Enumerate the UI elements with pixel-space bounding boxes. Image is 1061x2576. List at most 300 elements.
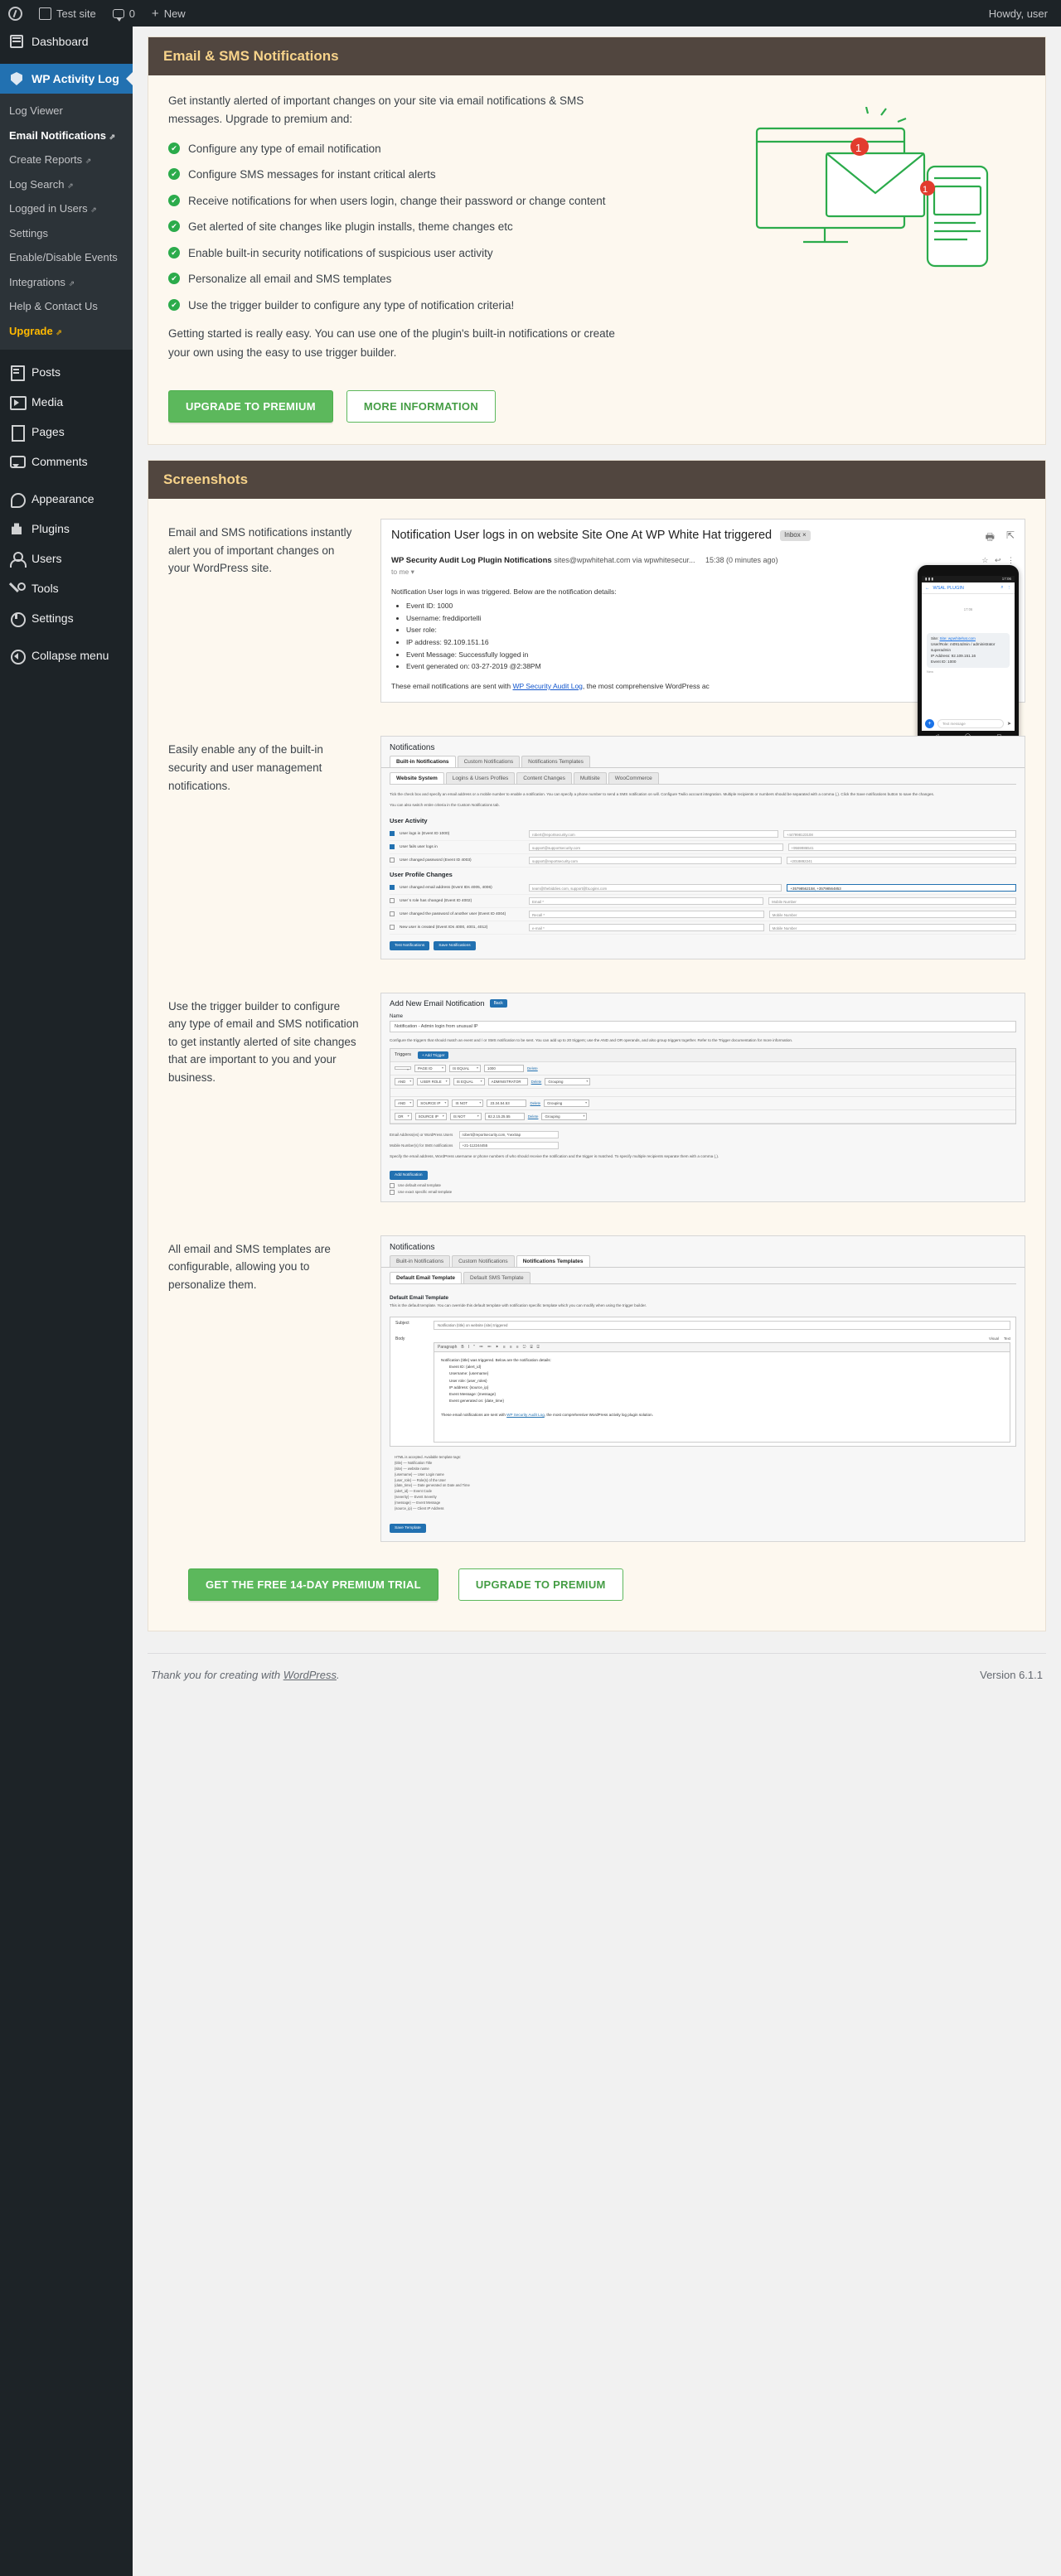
row-email-input[interactable]: team@thebiddies.com, support@bLogins.com <box>529 884 782 892</box>
inbox-chip-label: Inbox <box>784 530 801 539</box>
free-trial-button[interactable]: GET THE FREE 14-DAY PREMIUM TRIAL <box>188 1568 438 1601</box>
save-template-button[interactable]: Save Template <box>390 1524 426 1533</box>
sidebar-item-label: Users <box>31 552 62 566</box>
submenu-label: Logged in Users <box>9 202 88 215</box>
notification-row <box>390 908 1016 921</box>
open-in-new-icon[interactable]: ⇱ <box>1005 529 1015 541</box>
more-information-button[interactable]: MORE INFORMATION <box>346 390 496 423</box>
add-notification-button[interactable]: Add Notification <box>390 1171 428 1180</box>
site-name-menu[interactable] <box>31 0 104 27</box>
email-sender-address: sites@wpwhitehat.com <box>554 555 631 564</box>
panel-title: Email & SMS Notifications <box>148 37 1045 75</box>
screenshot-caption: Easily enable any of the built-in security and user management notifications. <box>168 743 323 792</box>
align-right-icon[interactable]: ≡ <box>516 1344 519 1350</box>
submenu-label: Create Reports <box>9 153 83 167</box>
sidebar-item-label: Dashboard <box>31 34 89 48</box>
phone-message-line: superadmin <box>931 647 952 652</box>
subtab-default-email-template[interactable]: Default Email Template <box>390 1272 462 1283</box>
footer-thanks-suffix: . <box>337 1669 340 1682</box>
trigger-delete-link[interactable]: Delete <box>530 1079 542 1084</box>
check-icon: ✔ <box>168 273 180 284</box>
trigger-title: Add New Email Notification <box>390 998 485 1008</box>
trigger-value-input[interactable]: 82.2.15.25.55 <box>485 1113 525 1120</box>
subject-input[interactable]: Notification {title} on website {site} triggered <box>434 1321 1010 1330</box>
sidebar-item-label: WP Activity Log <box>31 71 119 85</box>
screenshot-row-3 <box>168 981 1025 1224</box>
bold-icon[interactable]: B <box>461 1344 464 1350</box>
phone-site: Site: wpwhitehat.com <box>939 636 976 640</box>
subtab-logins-users-profiles[interactable]: Logins & Users Profiles <box>446 772 516 784</box>
trigger-field-select[interactable]: USER ROLE ▾ <box>417 1078 449 1085</box>
comments-count: 0 <box>128 7 135 20</box>
sidebar-item-label: Comments <box>31 455 88 469</box>
footer-version: Version 6.1.1 <box>980 1669 1043 1682</box>
phone-carrier: ▮ ▮ ▮ <box>925 577 933 581</box>
template-description: This is the default template. You can override this default template with notification specific template which you can modify when using the trigger builder. <box>390 1302 647 1307</box>
submenu-item-email-notifications[interactable] <box>0 123 133 148</box>
phone-text-input[interactable]: Text message <box>937 719 1004 728</box>
submenu-label: Log Viewer <box>9 104 63 117</box>
body-textarea[interactable] <box>434 1351 1010 1443</box>
shield-icon <box>9 71 24 86</box>
trigger-button-bar <box>381 1164 1025 1182</box>
row-label: User`s role has changed (Event ID 4002) <box>400 898 472 903</box>
email-to-text: to me <box>391 567 409 576</box>
upgrade-to-premium-button-bottom[interactable]: UPGRADE TO PREMIUM <box>458 1568 623 1601</box>
phone-clock: 17:06 <box>1001 577 1011 581</box>
align-left-icon[interactable]: ≡ <box>502 1344 506 1350</box>
template-tags-list <box>381 1452 1025 1517</box>
screenshots-panel <box>148 460 1046 1631</box>
admin-bar <box>0 0 1061 27</box>
trigger-row <box>390 1110 1015 1124</box>
tab-notifications-templates[interactable]: Notifications Templates <box>521 756 590 767</box>
body-line: Event ID: {alert_id} <box>449 1365 482 1370</box>
italic-icon[interactable]: I <box>468 1344 470 1350</box>
account-menu[interactable] <box>981 0 1061 27</box>
feature-item <box>168 245 666 262</box>
feature-label: Get alerted of site changes like plugin installs, theme changes etc <box>188 220 513 234</box>
visual-tab[interactable]: Visual <box>989 1336 999 1341</box>
bottom-cta-row <box>168 1563 1025 1609</box>
external-link-icon: ⇗ <box>109 132 116 141</box>
email-recipients-row <box>381 1129 1025 1140</box>
new-content-menu[interactable] <box>143 0 194 27</box>
sidebar-item-dashboard[interactable] <box>0 27 133 56</box>
upgrade-to-premium-button[interactable]: UPGRADE TO PREMIUM <box>168 390 333 423</box>
tag-item: {alert_id} — Event Code <box>395 1489 432 1494</box>
submenu-item-help-contact[interactable] <box>0 294 133 319</box>
section-user-activity: User Activity <box>390 816 428 824</box>
body-row <box>390 1333 1015 1446</box>
sidebar-item-users[interactable] <box>0 544 133 573</box>
hero-outro: Getting started is really easy. You can use one of the plugin's built-in notifications or create your own using the easy to use trigger builder. <box>168 327 615 359</box>
body-line: Event Message: {message} <box>449 1392 496 1397</box>
row-phone-input[interactable]: +35798562158, +35798564853 <box>787 884 1016 892</box>
more-icon[interactable]: ⌸ <box>530 1344 533 1350</box>
collapse-icon <box>9 648 24 663</box>
paragraph-format-select[interactable]: Paragraph <box>438 1344 458 1350</box>
email-detail: • Event ID: 1000 <box>406 601 1015 612</box>
body-line: IP address: {source_ip} <box>449 1385 489 1389</box>
submenu-item-settings[interactable] <box>0 221 133 246</box>
notification-row <box>390 882 1016 895</box>
save-notifications-button[interactable]: Save Notifications <box>434 941 475 950</box>
email-via-label: via <box>632 555 642 564</box>
mock-description-2: You can also switch entire criteria in the Custom Notifications tab. <box>390 803 500 808</box>
email-meta <box>391 556 1015 565</box>
tab-custom-notifications[interactable]: Custom Notifications <box>458 756 521 767</box>
fullscreen-icon[interactable]: ⌹ <box>536 1344 540 1350</box>
feature-item <box>168 141 666 157</box>
sidebar-item-settings[interactable] <box>0 603 133 633</box>
screenshot-image-trigger-builder <box>380 993 1025 1202</box>
mock-description: Tick the check box and specify an email address or a mobile number to enable a notification. You can specify a phone number to send a SMS notification on will. Configure Twilio account integration. Multiple recipients or numbers should be separated with a comma (,). Click the Save notifications button to save the changes. <box>390 792 935 797</box>
trigger-comparator-select[interactable]: IS NOT ▾ <box>452 1100 483 1107</box>
submenu-item-create-reports[interactable] <box>0 147 133 172</box>
body-line: User role: {user_roles} <box>449 1378 487 1383</box>
row-label: User fails user logs in <box>400 844 438 849</box>
email-detail: • User role: <box>406 625 1015 636</box>
sidebar-item-posts[interactable] <box>0 357 133 387</box>
wp-logo-menu[interactable] <box>0 0 31 27</box>
monitor-envelope-illustration <box>727 107 1017 281</box>
trigger-delete-link[interactable]: Delete <box>527 1066 538 1071</box>
row-email-input[interactable]: Recall * <box>529 911 764 918</box>
row-email-input[interactable]: Email * <box>529 897 763 905</box>
site-name-label: Test site <box>56 7 96 20</box>
email-recipients-label: Email Address(es) or WordPress Users <box>390 1132 453 1137</box>
trigger-operator-select[interactable]: AND ▾ <box>395 1100 414 1107</box>
name-label: Name <box>390 1013 404 1019</box>
sidebar-item-label: Collapse menu <box>31 649 109 663</box>
triggers-label: Triggers <box>395 1052 411 1058</box>
back-button[interactable]: Back <box>490 999 507 1008</box>
sidebar-item-label: Settings <box>31 611 74 626</box>
row-email-input[interactable]: support@reportsecurity.com <box>529 857 782 864</box>
trigger-note: Specify the email address, WordPress username or phone numbers of who should receive the notification and the trigger is matched. To specify multiple recipients separate them with a comma (,). <box>390 1153 719 1158</box>
mock-tabs <box>381 756 1025 767</box>
phone-app-bar <box>922 582 1015 594</box>
phone-app-title: WSAL PLUGIN <box>933 585 964 591</box>
check-icon: ✔ <box>168 195 180 206</box>
quote-icon[interactable]: " <box>473 1344 475 1350</box>
specific-template-checkbox[interactable] <box>390 1190 395 1195</box>
submenu-item-logged-in-users[interactable] <box>0 196 133 221</box>
phone-message-line: User/Role: m0914dmin / administrator <box>931 641 996 646</box>
trigger-row <box>390 1097 1015 1110</box>
feature-label: Receive notifications for when users login, change their password or change content <box>188 194 606 207</box>
print-icon[interactable]: 🖶 <box>985 531 995 543</box>
default-template-checkbox-row <box>381 1182 1025 1189</box>
trigger-value-input[interactable]: ADMINISTRATOR <box>488 1078 528 1085</box>
mobile-recipients-row <box>381 1140 1025 1151</box>
trigger-comparator-select[interactable]: IS NOT ▾ <box>450 1113 482 1120</box>
row-email-input[interactable]: e-mail * <box>529 924 764 931</box>
template-editor <box>390 1317 1016 1447</box>
sidebar-item-plugins[interactable] <box>0 514 133 544</box>
sidebar-item-tools[interactable] <box>0 573 133 603</box>
add-trigger-button[interactable]: + Add Trigger <box>418 1051 448 1059</box>
add-icon[interactable]: + <box>925 719 934 728</box>
check-icon: ✔ <box>168 143 180 154</box>
phone-mock <box>918 565 1019 754</box>
trigger-field-select[interactable]: SOURCE IP ▾ <box>417 1100 448 1107</box>
row-email-input[interactable]: support@supportsecurity.com <box>529 843 783 851</box>
screenshot-caption: Email and SMS notifications instantly alert you of important changes on your WordPress site. <box>168 526 352 575</box>
trigger-delete-link[interactable]: Delete <box>530 1100 541 1105</box>
submenu-item-enable-disable-events[interactable] <box>0 245 133 270</box>
trigger-value-input[interactable]: 23.34.54.53 <box>487 1100 526 1107</box>
tools-icon <box>9 581 24 596</box>
email-detail: • Event generated on: 03-27-2019 @2:38PM <box>406 661 1015 673</box>
trigger-comparator-select[interactable]: IS EQUAL ▾ <box>453 1078 485 1085</box>
row-checkbox[interactable] <box>390 844 395 849</box>
posts-icon <box>9 365 24 379</box>
tag-item: {title} — Notification Title <box>395 1460 433 1465</box>
wordpress-link[interactable]: WordPress <box>283 1669 337 1682</box>
pages-icon <box>9 424 24 439</box>
trigger-row <box>390 1075 1015 1089</box>
trigger-value-input[interactable]: 1000 <box>484 1065 524 1072</box>
email-illustration <box>727 92 1025 374</box>
row-phone-input[interactable]: Mobile Number <box>769 924 1016 931</box>
badge-count: 1 <box>923 185 928 195</box>
link-icon[interactable]: ⎋ <box>522 1344 526 1350</box>
submenu-item-log-viewer[interactable] <box>0 99 133 123</box>
row-phone-input[interactable]: Mobile Number <box>769 911 1016 918</box>
row-checkbox[interactable] <box>390 925 395 930</box>
body-footer-link[interactable]: WP Security Audit Log <box>506 1412 545 1417</box>
phone-message-line: Event ID: 1000 <box>931 659 957 664</box>
plus-icon: + <box>151 6 159 21</box>
mobile-recipients-label: Mobile Number(s) for SMS notifications <box>390 1143 453 1148</box>
row-phone-input[interactable]: Mobile Number <box>768 897 1016 905</box>
numbered-list-icon[interactable]: ≕ <box>487 1344 492 1350</box>
row-email-input[interactable]: robert@reportsecurity.com <box>529 830 778 838</box>
row-phone-input[interactable]: +447998123108 <box>783 830 1016 838</box>
trigger-operator-select[interactable]: OR ▾ <box>395 1113 412 1120</box>
body-line: Username: {username} <box>449 1371 489 1376</box>
trigger-operator-select[interactable]: AND ▾ <box>395 1078 414 1085</box>
tab-built-in-notifications[interactable]: Built-in Notifications <box>390 756 456 767</box>
phone-screen <box>922 576 1015 742</box>
mock-page-title: Notifications <box>390 743 435 753</box>
body-line: Notification {title} was triggered. Below are the notification details: <box>441 1357 551 1362</box>
comments-menu[interactable] <box>104 0 143 27</box>
sidebar-item-label: Posts <box>31 365 61 379</box>
screenshot-row-4 <box>168 1224 1025 1563</box>
subject-label: Subject <box>395 1320 409 1326</box>
external-link-icon: ⇗ <box>56 327 62 336</box>
email-detail: • Username: freddiportelli <box>406 613 1015 625</box>
email-actions-right: ☆ ↩ ⋮ <box>981 555 1015 564</box>
sidebar-item-label: Appearance <box>31 492 94 506</box>
row-checkbox[interactable] <box>390 898 395 903</box>
email-detail: • Event Message: Successfully logged in <box>406 650 1015 661</box>
feature-label: Configure SMS messages for instant critical alerts <box>188 168 436 181</box>
settings-icon <box>9 611 24 626</box>
email-footer-text: These email notifications are sent with <box>391 681 511 690</box>
external-link-icon: ⇗ <box>85 157 92 166</box>
inbox-chip: Inbox × <box>780 530 810 541</box>
wsal-submenu <box>0 94 133 350</box>
phone-message-line: IP Address: 92.109.151.16 <box>931 653 976 658</box>
sidebar-item-collapse-menu[interactable] <box>0 640 133 670</box>
text-tab[interactable]: Text <box>1003 1336 1010 1341</box>
subtab-default-sms-template[interactable]: Default SMS Template <box>463 1272 530 1283</box>
mobile-recipients-input[interactable]: +21-112244455 <box>459 1142 559 1149</box>
home-icon <box>39 7 51 20</box>
tag-item: {source_ip} — Client IP Address <box>395 1506 444 1511</box>
notification-name-input[interactable]: Notification - Admin login from unusual IP <box>390 1021 1016 1032</box>
align-center-icon[interactable]: ≡ <box>509 1344 512 1350</box>
submenu-label: Email Notifications <box>9 128 107 142</box>
triggers-box <box>390 1048 1016 1124</box>
templates-button-bar <box>381 1517 1025 1541</box>
sidebar-item-label: Media <box>31 395 64 409</box>
user-activity-rows <box>381 828 1025 868</box>
gmail-actions <box>986 529 1015 547</box>
email-sms-panel <box>148 36 1046 445</box>
tab-custom-notifications[interactable]: Custom Notifications <box>452 1255 515 1267</box>
sidebar-item-wp-activity-log[interactable] <box>0 64 133 94</box>
feature-label: Personalize all email and SMS templates <box>188 273 392 286</box>
email-footer-link[interactable]: WP Security Audit Log <box>512 681 583 690</box>
external-link-icon: ⇗ <box>90 205 97 215</box>
trigger-operator-select[interactable] <box>395 1066 411 1070</box>
template-section-title: Default Email Template <box>390 1294 449 1301</box>
email-recipients-input[interactable]: robert@reportsecurity.com, *nextrap <box>459 1131 559 1138</box>
sidebar-item-pages[interactable] <box>0 417 133 447</box>
trigger-grouping-select[interactable]: Grouping ▾ <box>545 1078 590 1085</box>
row-checkbox[interactable] <box>390 911 395 916</box>
body-footer <box>441 1412 1003 1418</box>
submenu-item-log-search[interactable] <box>0 172 133 197</box>
search-icon[interactable]: ⌕ <box>1000 585 1004 590</box>
submenu-label: Integrations <box>9 275 65 288</box>
tab-built-in-notifications[interactable]: Built-in Notifications <box>390 1255 450 1267</box>
test-notifications-button[interactable]: Test Notifications <box>390 941 429 950</box>
subtab-content-changes[interactable]: Content Changes <box>516 772 572 784</box>
trigger-field-select[interactable]: PAGE ID ▾ <box>414 1065 446 1072</box>
send-icon[interactable]: ➤ <box>1006 722 1011 727</box>
tag-item: {user_role} — Role(s) of the User <box>395 1477 446 1482</box>
admin-sidebar <box>0 27 133 2576</box>
row-checkbox[interactable] <box>390 885 395 890</box>
howdy-label: Howdy, user <box>988 7 1048 20</box>
feature-label: Configure any type of email notification <box>188 142 381 155</box>
phone-new-label: New <box>927 669 934 674</box>
phone-status-bar <box>922 576 1015 582</box>
submenu-label: Log Search <box>9 177 65 191</box>
trigger-grouping-select[interactable]: Grouping ▾ <box>541 1113 587 1120</box>
screenshot-row-1 <box>168 507 1025 727</box>
templates-mock <box>380 1235 1025 1542</box>
tag-item: {date_time} — Date generated on Date and Time <box>395 1483 470 1488</box>
check-icon: ✔ <box>168 247 180 259</box>
row-phone-input[interactable]: +9569986541 <box>788 843 1016 851</box>
subtab-woocommerce[interactable]: WooCommerce <box>608 772 659 784</box>
subtab-multisite[interactable]: Multisite <box>574 772 607 784</box>
notification-row <box>390 921 1016 935</box>
default-template-checkbox[interactable] <box>390 1183 395 1188</box>
body-footer-text-2: , the most comprehensive WordPress activity log plugin solution. <box>544 1412 653 1417</box>
submenu-label: Settings <box>9 226 48 239</box>
row-label: User changed email address (Event IDs 4005, 4006) <box>400 885 492 890</box>
feature-item <box>168 271 666 288</box>
mock-subtabs <box>381 1268 1025 1283</box>
trigger-grouping-select[interactable]: Grouping ▾ <box>544 1100 589 1107</box>
menu-separator <box>0 476 133 484</box>
bullet-list-icon[interactable]: ≔ <box>478 1344 483 1350</box>
menu-separator <box>0 56 133 64</box>
back-arrow-icon[interactable]: ← <box>925 585 930 591</box>
sidebar-item-media[interactable] <box>0 387 133 417</box>
tab-notifications-templates[interactable]: Notifications Templates <box>516 1255 590 1267</box>
check-icon: ✔ <box>168 299 180 311</box>
trigger-comparator-select[interactable]: IS EQUAL ▾ <box>449 1065 481 1072</box>
submenu-label: Upgrade <box>9 324 53 337</box>
specific-template-label: Use exact specific email template <box>398 1190 453 1195</box>
phone-time-divider: 17:06 <box>963 607 973 611</box>
sidebar-item-comments[interactable] <box>0 447 133 476</box>
trigger-row <box>390 1062 1015 1075</box>
subtab-website-system[interactable]: Website System <box>390 772 444 784</box>
users-icon <box>9 551 24 566</box>
feature-item <box>168 167 666 183</box>
external-link-icon: ⇗ <box>67 181 74 190</box>
submenu-label: Help & Contact Us <box>9 300 98 313</box>
footer-thanks <box>151 1669 340 1681</box>
trigger-delete-link[interactable]: Delete <box>527 1114 539 1119</box>
trigger-header <box>381 993 1025 1011</box>
wordpress-logo-icon <box>8 7 22 21</box>
sidebar-item-label: Pages <box>31 425 65 439</box>
body-line: Event generated on: {date_time} <box>449 1399 504 1404</box>
sidebar-item-appearance[interactable] <box>0 484 133 514</box>
trigger-builder-mock <box>380 993 1025 1202</box>
screenshot-image-email <box>380 519 1025 727</box>
row-checkbox[interactable] <box>390 858 395 863</box>
triggers-box-head <box>390 1049 1015 1062</box>
notification-row <box>390 895 1016 908</box>
submenu-item-integrations[interactable] <box>0 270 133 295</box>
main-content <box>133 27 1061 2576</box>
overflow-menu-icon[interactable]: ⋮ <box>1006 585 1011 591</box>
feature-item <box>168 297 666 314</box>
row-phone-input[interactable]: +2018892241 <box>787 857 1016 864</box>
sidebar-item-label: Tools <box>31 582 59 596</box>
email-body-intro: Notification User logs in was triggered. Below are the notification details: <box>391 587 617 596</box>
phone-message-line: Site: Site: wpwhitehat.com <box>931 636 976 640</box>
sidebar-item-label: Plugins <box>31 522 70 536</box>
media-icon <box>9 394 24 409</box>
row-checkbox[interactable] <box>390 831 395 836</box>
submenu-item-upgrade[interactable] <box>0 319 133 344</box>
notification-row <box>390 841 1016 854</box>
email-detail: • IP address: 92.109.151.16 <box>406 637 1015 649</box>
body-footer-text: These email notifications are sent with <box>441 1412 506 1417</box>
mock-subtabs <box>381 768 1025 784</box>
footer-thanks-text: Thank you for creating with <box>151 1669 283 1682</box>
trigger-description: Configure the triggers that should match an event and / or SMS notification to be sent. You can add up to 20 triggers; use the AND and OR operands, and also group triggers together. Refer to the Trigger documentation for more information. <box>390 1037 793 1042</box>
blockquote-icon[interactable]: ⯈ <box>495 1344 499 1350</box>
trigger-field-select[interactable]: SOURCE IP ▾ <box>415 1113 447 1120</box>
email-to-line[interactable]: to me ▾ <box>391 567 414 576</box>
section-user-profile-changes: User Profile Changes <box>390 870 453 878</box>
comment-bubble-icon <box>113 9 124 18</box>
